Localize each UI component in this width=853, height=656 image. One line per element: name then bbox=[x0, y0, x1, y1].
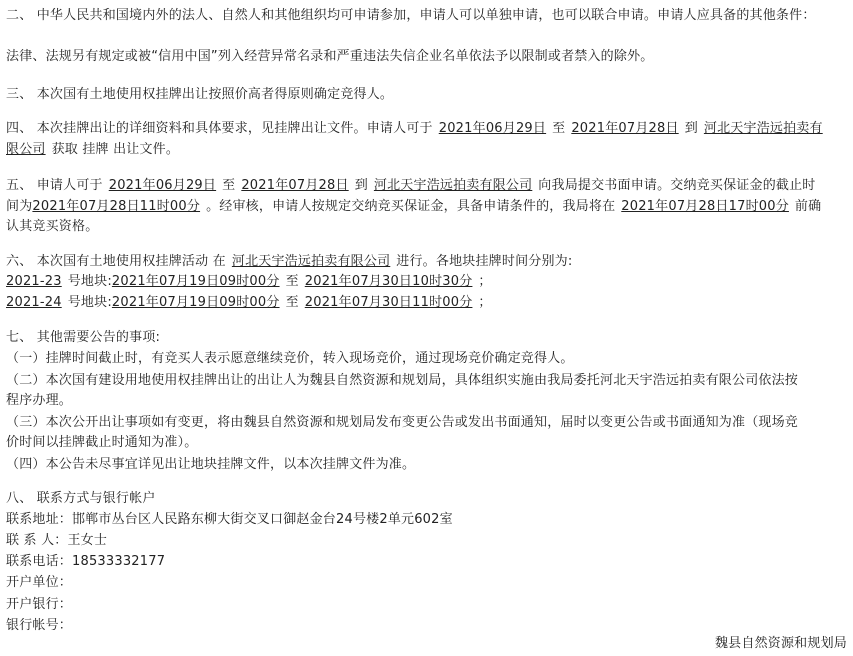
parcel-start: 2021年07月19日09时00分 bbox=[111, 295, 280, 310]
section-7-item-2-line-2: 程序办理。 bbox=[6, 393, 73, 408]
section-5-line-3: 认其竞买资格。 bbox=[6, 219, 99, 234]
section-7-item-3-line-1: （三）本次公开出让事项如有变更，将由魏县自然资源和规划局发布变更公告或发出书面通知，届时以变更公告或书面通知为准（现场竞 bbox=[6, 415, 799, 430]
parcel-id: 2021-24 bbox=[6, 295, 62, 310]
section-6-line-1: 六、 本次国有土地使用权挂牌活动 在 河北天宇浩远拍卖有限公司 进行。各地块挂牌时间分别为: bbox=[6, 254, 573, 269]
parcel-row: 2021-23 号地块:2021年07月19日09时00分 至 2021年07月30日10时30分 ； bbox=[6, 274, 492, 289]
submit-start-date: 2021年06月29日 bbox=[108, 178, 217, 193]
issuer-signature: 魏县自然资源和规划局 bbox=[714, 636, 847, 651]
apply-end-date: 2021年07月28日 bbox=[571, 121, 679, 136]
submit-end-date: 2021年07月28日 bbox=[241, 178, 349, 193]
account-number: 银行帐号： bbox=[6, 618, 73, 633]
contact-person: 联 系 人：王女士 bbox=[6, 533, 108, 548]
section-8-title: 八、 联系方式与银行帐户 bbox=[6, 491, 156, 506]
apply-start-date: 2021年06月29日 bbox=[438, 121, 547, 136]
section-7-item-2-line-1: （二）本次国有建设用地使用权挂牌出让的出让人为魏县自然资源和规划局，具体组织实施由我局委托河北天宇浩远拍卖有限公司依法按 bbox=[6, 373, 799, 388]
section-4-line-1: 四、 本次挂牌出让的详细资料和具体要求，见挂牌出让文件。申请人可于 2021年06月29日 至 2021年07月28日 到 河北天宇浩远拍卖有 bbox=[6, 121, 823, 136]
section-5-line-1: 五、 申请人可于 2021年06月29日 至 2021年07月28日 到 河北天宇浩远拍卖有限公司 向我局提交书面申请。交纳竞买保证金的截止时 bbox=[6, 178, 816, 193]
section-2-line-1: 二、 中华人民共和国境内外的法人、自然人和其他组织均可申请参加，申请人可以单独申请，也可以联合申请。申请人应具备的其他条件： bbox=[6, 8, 816, 23]
contact-address: 联系地址：邯郸市丛台区人民路东柳大街交叉口御赵金台24号楼2单元602室 bbox=[6, 512, 453, 527]
section-4-line-2: 限公司 获取 挂牌 出让文件。 bbox=[6, 142, 180, 157]
parcel-end: 2021年07月30日11时00分 bbox=[304, 295, 473, 310]
parcel-id: 2021-23 bbox=[6, 274, 62, 289]
section-3: 三、 本次国有土地使用权挂牌出让按照价高者得原则确定竞得人。 bbox=[6, 87, 394, 102]
section-7-item-1: （一）挂牌时间截止时，有竞买人表示愿意继续竞价，转入现场竞价，通过现场竞价确定竞得人。 bbox=[6, 351, 574, 366]
section-2-line-2: 法律、法规另有规定或被“信用中国”列入经营异常名录和严重违法失信企业名单依法予以限制或者禁入的除外。 bbox=[6, 49, 654, 64]
qualification-deadline: 2021年07月28日17时00分 bbox=[621, 199, 789, 214]
contact-phone: 联系电话：18533332177 bbox=[6, 554, 166, 569]
section-7-title: 七、 其他需要公告的事项: bbox=[6, 330, 161, 345]
section-5-line-2: 间为2021年07月28日11时00分 。经审核，申请人按规定交纳竞买保证金，具备申请条件的，我局将在 2021年07月28日17时00分 前确 bbox=[6, 199, 822, 214]
parcel-start: 2021年07月19日09时00分 bbox=[111, 274, 280, 289]
account-bank: 开户银行： bbox=[6, 597, 73, 612]
section-7-item-4: （四）本公告未尽事宜详见出让地块挂牌文件，以本次挂牌文件为准。 bbox=[6, 457, 416, 472]
auction-company-name: 河北天宇浩远拍卖有限公司 bbox=[231, 254, 391, 269]
auction-company-name: 河北天宇浩远拍卖有 bbox=[703, 121, 823, 136]
section-7-item-3-line-2: 价时间以挂牌截止时通知为准）。 bbox=[6, 435, 198, 450]
account-unit: 开户单位： bbox=[6, 575, 73, 590]
deposit-deadline: 2021年07月28日11时00分 bbox=[32, 199, 201, 214]
parcel-row: 2021-24 号地块:2021年07月19日09时00分 至 2021年07月30日11时00分 ； bbox=[6, 295, 492, 310]
auction-company-name: 河北天宇浩远拍卖有限公司 bbox=[373, 178, 533, 193]
parcel-end: 2021年07月30日10时30分 bbox=[304, 274, 473, 289]
